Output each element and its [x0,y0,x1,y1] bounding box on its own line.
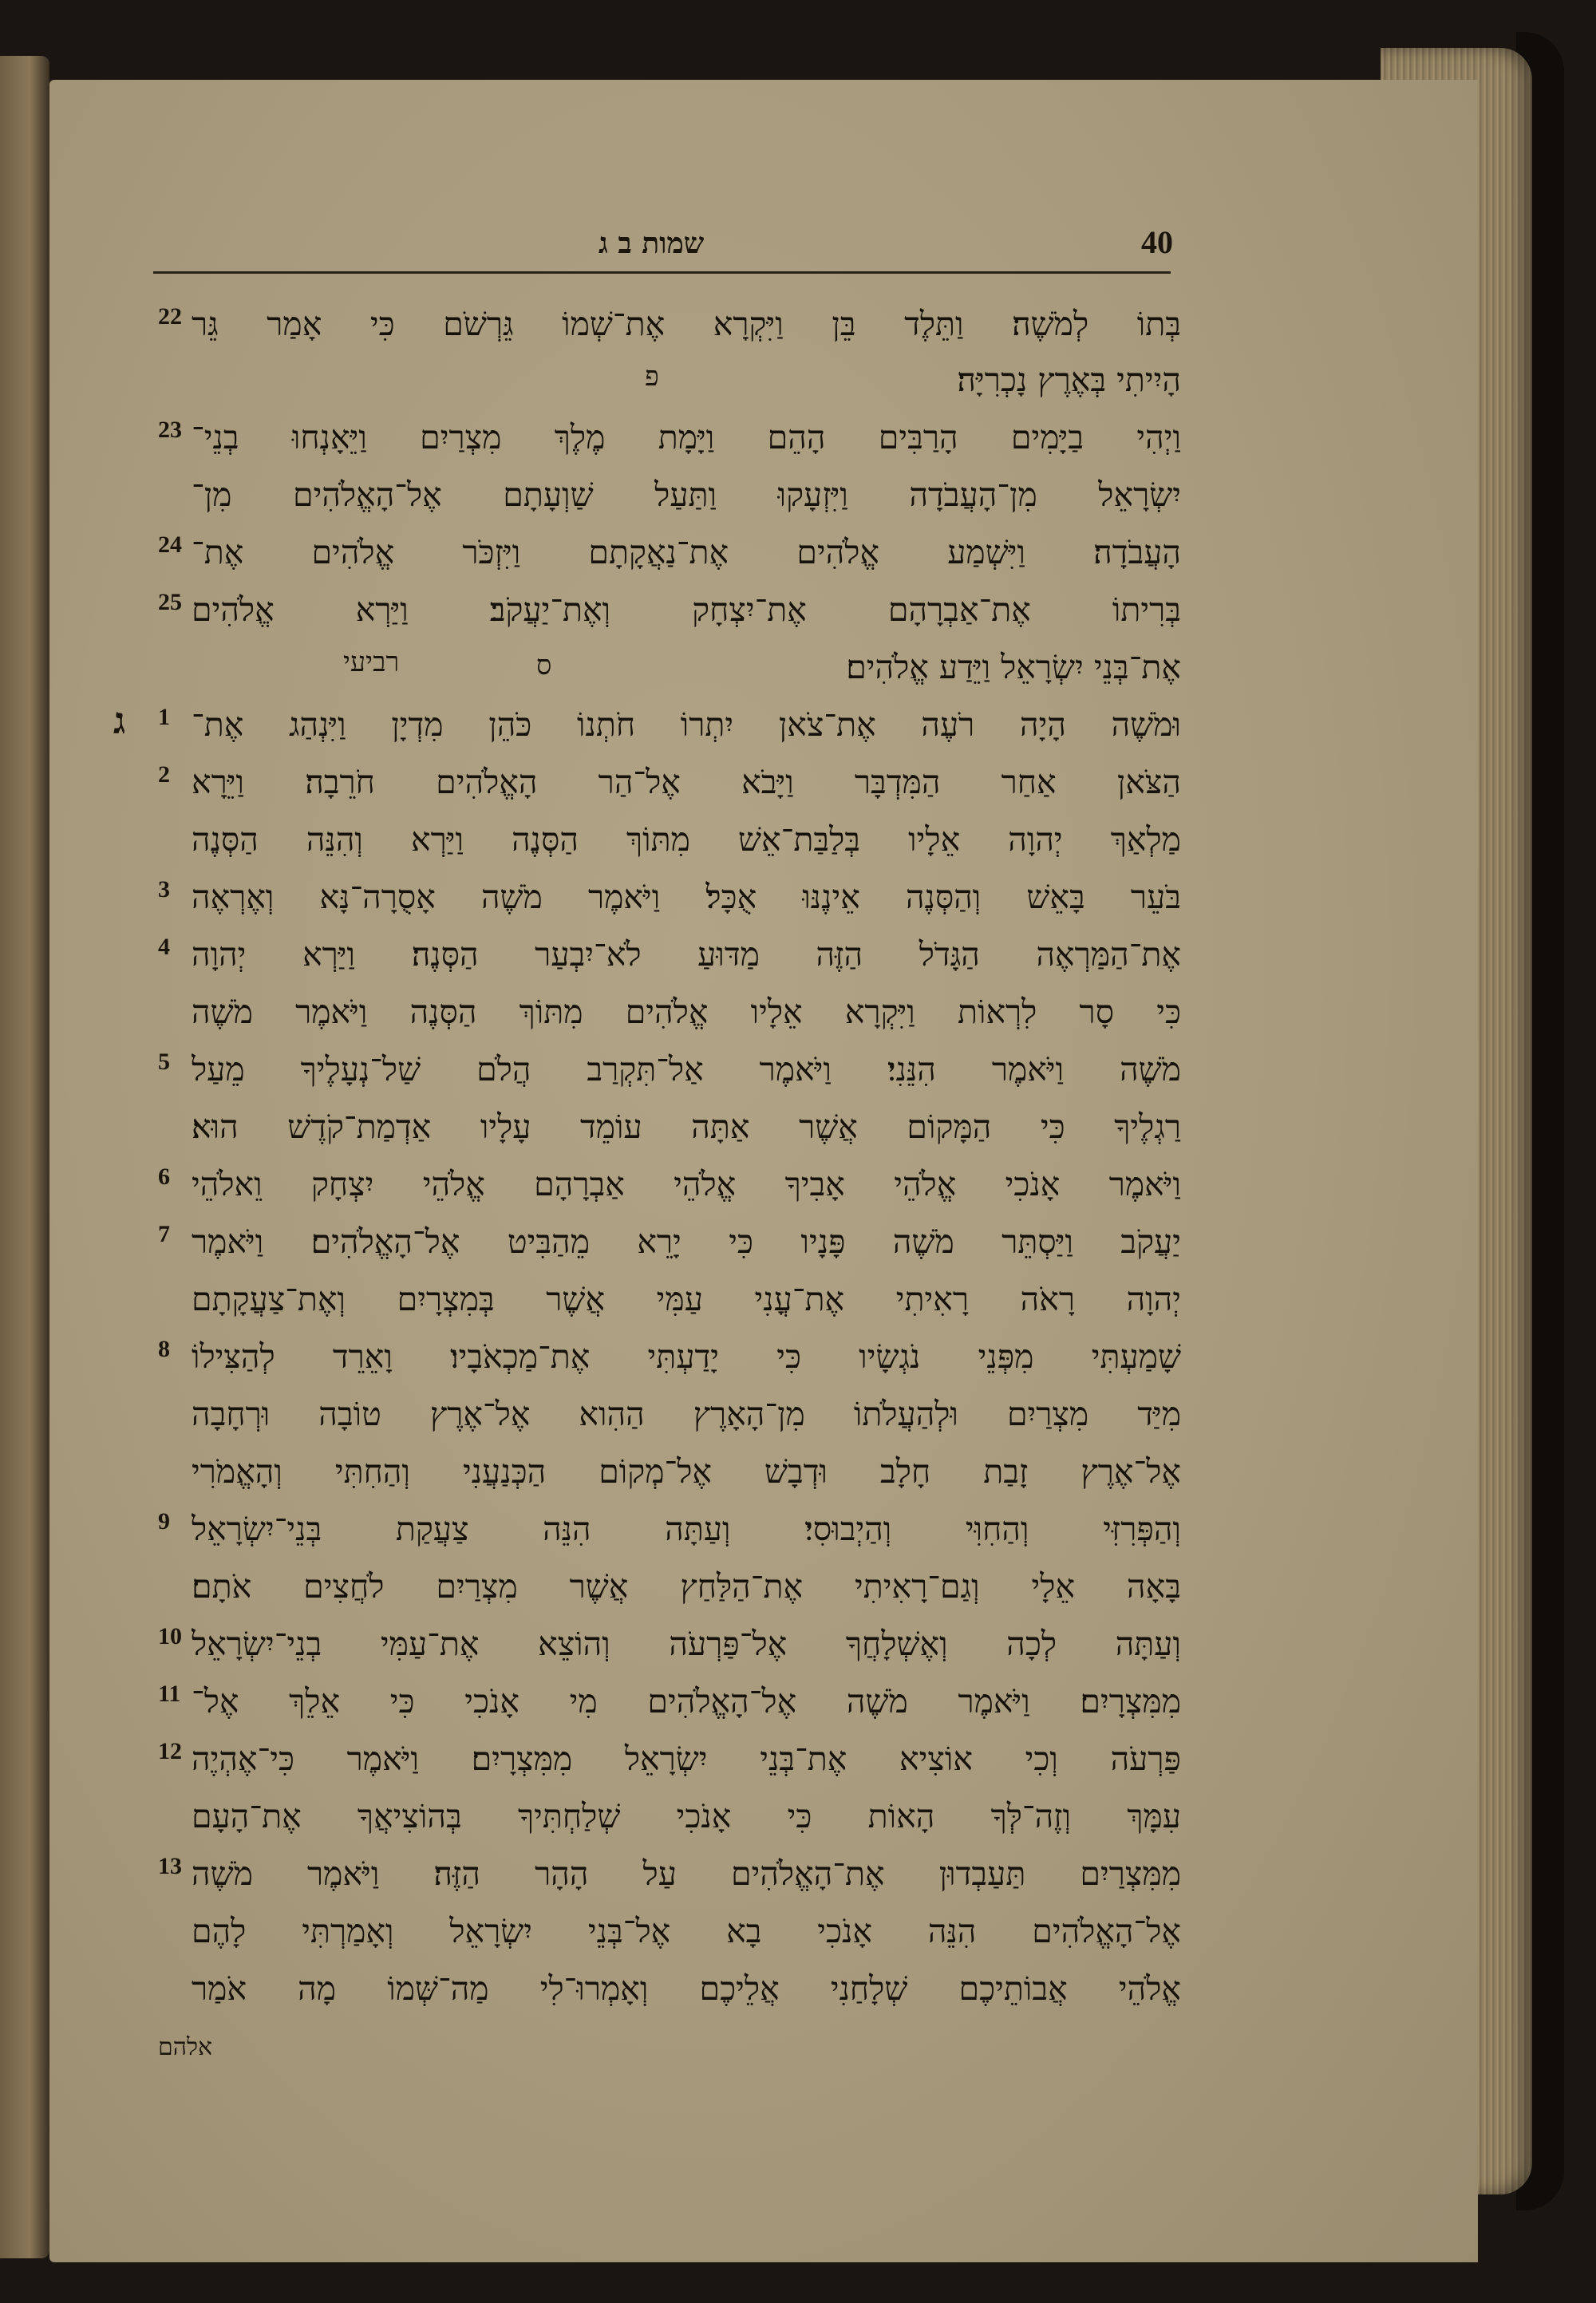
verse-number: 9 [158,1508,170,1535]
line-text: מֹשֶׁה וַיֹּאמֶר הִנֵּנִי׃ וַיֹּאמֶר אַל־תִּקְרַב הֲלֹם שַׁל־נְעָלֶיךָ מֵעַל [192,1050,1181,1088]
line-text: אֶל־אֶרֶץ זָבַת חָלָב וּדְבָשׁ אֶל־מְקוֹם הַכְּנַעֲנִי וְהַחִתִּי וְהָאֱמֹרִי [192,1452,1181,1491]
line-text: אֱלֹהֵי אֲבוֹתֵיכֶם שְׁלָחַנִי אֲלֵיכֶם וְאָמְרוּ־לִי מַה־שְּׁמוֹ מָה אֹמַר [192,1969,1181,2008]
text-line [152,1558,1181,1618]
text-line [152,1155,1181,1216]
line-text: וְהַפְּרִזִּי וְהַחִוִּי וְהַיְבוּסִי׃ וְעַתָּה הִנֵּה צַעֲקַת בְּנֵי־יִשְׂרָאֵל [192,1510,1181,1548]
verse-number: 22 [158,303,182,330]
line-text: בֹּעֵר בָּאֵשׁ וְהַסְּנֶה אֵינֶנּוּ אֻכָּל׃ וַיֹּאמֶר מֹשֶׁה אָסֻרָה־נָּא וְאֶרְאֶה [192,878,1181,916]
line-text: רַגְלֶיךָ כִּי הַמָּקוֹם אֲשֶׁר אַתָּה עוֹמֵד עָלָיו אַדְמַת־קֹדֶשׁ הוּא׃ [192,1108,1181,1146]
previous-page-edge [0,56,49,2258]
verse-number: 1 [158,704,170,730]
verse-number: 8 [158,1336,170,1362]
text-line [152,581,1181,642]
text-line [152,1328,1181,1389]
line-text: עִמָּךְ וְזֶה־לְּךָ הָאוֹת כִּי אָנֹכִי שְׁלַחְתִּיךָ בְּהוֹצִיאֲךָ אֶת־הָעָם [192,1797,1181,1835]
text-line [152,351,1181,412]
line-text: אֶת־בְּנֵי יִשְׂרָאֵל וַיֵּדַע אֱלֹהִים׃ [846,648,1181,686]
line-text: הַצֹּאן אַחַר הַמִּדְבָּר וַיָּבֹא אֶל־הַר הָאֱלֹהִים חֹרֵבָה׃ וַיֵּרָא [192,763,1181,801]
line-text: הָעֲבֹדָה׃ וַיִּשְׁמַע אֱלֹהִים אֶת־נַאֲקָתָם וַיִּזְכֹּר אֱלֹהִים אֶת־ [192,533,1181,571]
line-text: בְּתוֹ לְמֹשֶׁה׃ וַתֵּלֶד בֵּן וַיִּקְרָא אֶת־שְׁמוֹ גֵּרְשֹׁם כִּי אָמַר גֵּר [192,305,1181,343]
text-line [152,811,1181,871]
verse-number: 6 [158,1163,170,1190]
text-line [152,1270,1181,1331]
line-text: כִּי סָר לִרְאוֹת וַיִּקְרָא אֵלָיו אֱלֹהִים מִתּוֹךְ הַסְּנֶה וַיֹּאמֶר מֹשֶׁה [192,993,1181,1031]
verse-number: 25 [158,589,182,615]
verse-number: 23 [158,417,182,443]
text-line [152,1902,1181,1963]
aliyah-marker: רביעי [343,646,400,678]
line-text: יִשְׂרָאֵל מִן־הָעֲבֹדָה וַיִּזְעָקוּ וַתַּעַל שַׁוְעָתָם אֶל־הָאֱלֹהִים מִן־ [192,476,1181,514]
petucha-marker: פ [645,361,659,393]
text-line [152,1845,1181,1906]
verse-number: 5 [158,1049,170,1075]
page-number: 40 [1141,224,1173,260]
line-text: וּמֹשֶׁה הָיָה רֹעֶה אֶת־צֹאן יִתְרוֹ חֹתְנוֹ כֹּהֵן מִדְיָן וַיִּנְהַג אֶת־ [192,705,1181,744]
text-line [152,1960,1181,2021]
verse-number: 13 [158,1853,182,1879]
running-head: שמות ב ג [598,227,705,260]
verse-number: 11 [158,1681,181,1707]
verse-number: 10 [158,1623,182,1649]
text-line [152,868,1181,929]
text-line [152,1500,1181,1561]
verse-number: 4 [158,934,170,960]
line-text: בְּרִיתוֹ אֶת־אַבְרָהָם אֶת־יִצְחָק וְאֶת־יַעֲקֹב׃ וַיַּרְא אֱלֹהִים [192,591,1181,629]
line-text: אֶל־הָאֱלֹהִים הִנֵּה אָנֹכִי בָא אֶל־בְּנֵי יִשְׂרָאֵל וְאָמַרְתִּי לָהֶם [192,1912,1181,1950]
verse-number: 12 [158,1738,182,1764]
line-text: מִמִּצְרָיִם׃ וַיֹּאמֶר מֹשֶׁה אֶל־הָאֱלֹהִים מִי אָנֹכִי כִּי אֵלֵךְ אֶל־ [192,1682,1181,1720]
chapter-number: ג [113,699,126,742]
text-line [152,1041,1181,1101]
line-text: וַיְהִי בַיָּמִים הָרַבִּים הָהֵם וַיָּמָת מֶלֶךְ מִצְרַיִם וַיֵּאָנְחוּ בְנֵי־ [192,418,1181,456]
line-text: וְעַתָּה לְכָה וְאֶשְׁלָחֲךָ אֶל־פַּרְעֹה וְהוֹצֵא אֶת־עַמִּי בְנֵי־יִשְׂרָאֵל [192,1625,1181,1663]
footnote-variant: אלהם [158,2033,213,2061]
line-text: יְהוָה רָאֹה רָאִיתִי אֶת־עֳנִי עַמִּי אֲשֶׁר בְּמִצְרָיִם וְאֶת־צַעֲקָתָם [192,1280,1181,1318]
text-line [152,1385,1181,1446]
text-line [152,1673,1181,1733]
verse-number: 7 [158,1221,170,1247]
verse-number: 24 [158,531,182,558]
text-line [152,1730,1181,1791]
text-line [152,753,1181,814]
line-text: הָיִיתִי בְּאֶרֶץ נָכְרִיָּה׃ [957,361,1181,399]
text-line [152,983,1181,1044]
text-line [152,409,1181,469]
text-line [152,926,1181,986]
text-line [152,1098,1181,1159]
text-line [152,1615,1181,1676]
line-text: מִיַּד מִצְרַיִם וּלְהַעֲלֹתוֹ מִן־הָאָרֶץ הַהִוא אֶל־אֶרֶץ טוֹבָה וּרְחָבָה [192,1395,1181,1433]
line-text: יַעֲקֹב וַיַּסְתֵּר מֹשֶׁה פָּנָיו כִּי יָרֵא מֵהַבִּיט אֶל־הָאֱלֹהִים׃ וַיֹּאמֶר [192,1223,1181,1261]
line-text: בָּאָה אֵלָי וְגַם־רָאִיתִי אֶת־הַלַּחַץ אֲשֶׁר מִצְרַיִם לֹחֲצִים אֹתָם׃ [192,1567,1181,1606]
verse-number: 3 [158,876,170,903]
text-line [152,523,1181,584]
text-line [152,295,1181,356]
line-text: אֶת־הַמַּרְאֶה הַגָּדֹל הַזֶּה מַדּוּעַ לֹא־יִבְעַר הַסְּנֶה׃ וַיַּרְא יְהוָה [192,935,1181,974]
text-line [152,638,1181,699]
text-line [152,466,1181,527]
text-line [113,696,1181,756]
line-text: פַּרְעֹה וְכִי אוֹצִיא אֶת־בְּנֵי יִשְׂרָאֵל מִמִּצְרָיִם׃ וַיֹּאמֶר כִּי־אֶהְיֶה [192,1740,1181,1778]
line-text: מַלְאַךְ יְהוָה אֵלָיו בְּלַבַּת־אֵשׁ מִתּוֹךְ הַסְּנֶה וַיַּרְא וְהִנֵּה הַסְּנֶה [192,820,1181,859]
line-text: מִמִּצְרַיִם תַּעַבְדוּן אֶת־הָאֱלֹהִים עַל הָהָר הַזֶּה׃ וַיֹּאמֶר מֹשֶׁה [192,1855,1181,1893]
line-text: שָׁמַעְתִּי מִפְּנֵי נֹגְשָׂיו כִּי יָדַעְתִּי אֶת־מַכְאֹבָיו׃ וָאֵרֵד לְהַצִּילוֹ [192,1337,1181,1376]
verse-number: 2 [158,761,170,788]
setuma-marker: ס [536,650,552,681]
line-text: וַיֹּאמֶר אָנֹכִי אֱלֹהֵי אָבִיךָ אֱלֹהֵי אַבְרָהָם אֱלֹהֵי יִצְחָק וֵאלֹהֵי [192,1165,1181,1203]
text-line [152,1787,1181,1848]
text-block [113,0,1181,2303]
text-line [152,1213,1181,1274]
text-line [152,1443,1181,1503]
